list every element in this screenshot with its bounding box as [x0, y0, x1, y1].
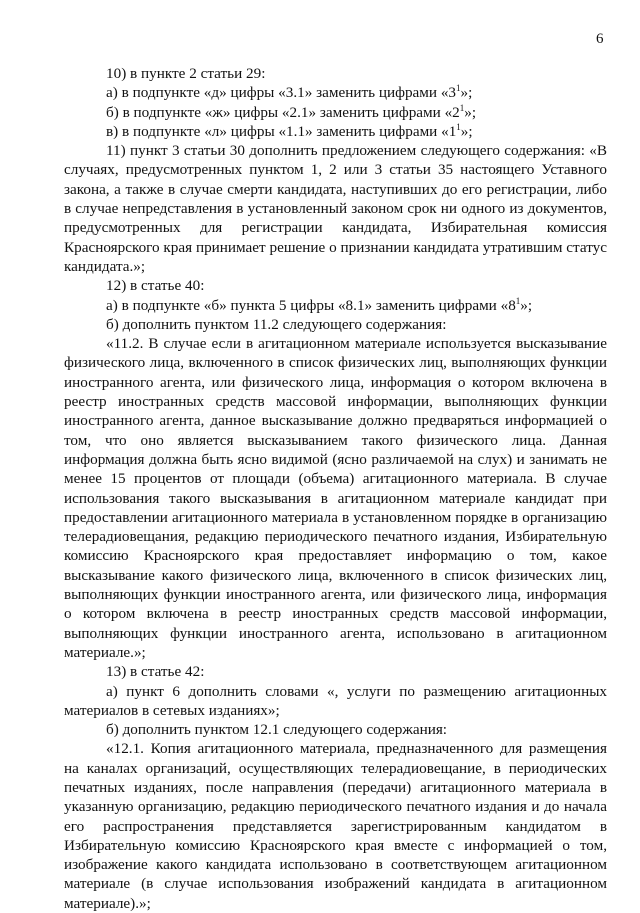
item-10-c: в) в подпункте «л» цифры «1.1» заменить цифрами «$1^1$»; — [106, 121, 473, 140]
item-10-b: б) в подпункте «ж» цифры «2.1» заменить цифрами «$2^1$»; — [106, 102, 477, 121]
item-13: 13) в статье 42: — [106, 663, 205, 681]
clause-12-1: «12.1. Копия агитационного материала, предназначенного для размещения на каналах организаций, осуществляющих телерадиовещание, в периодических печатных изданиях, после направления (передачи) агитационного материала в указанную организацию, редакцию периодического печатного издания и до начала его распространения представляется зарегистрированным кандидатом в Избирательную комиссию Красноярского края вместе с информацией о том, изображение какого кандидата использовано в соответствующем агитационном материале (в случае использования изображений кандидата в агитационном материале).»; — [64, 740, 607, 912]
item-13-b: б) дополнить пунктом 12.1 следующего содержания: — [106, 721, 448, 739]
item-10-a: а) в подпункте «д» цифры «3.1» заменить цифрами «$3^1$»; — [106, 83, 473, 102]
item-12-b: б) дополнить пунктом 11.2 следующего содержания: — [106, 315, 447, 333]
item-12-a: а) в подпункте «б» пункта 5 цифры «8.1» заменить цифрами «$8^1$»; — [106, 295, 533, 314]
item-12: 12) в статье 40: — [106, 277, 205, 295]
item-13-a: а) пункт 6 дополнить словами «, услуги по размещению агитационных материалов в сетевых изданиях»; — [64, 682, 607, 719]
clause-11-2: «11.2. В случае если в агитационном материале используется высказывание физического лица, включенного в список физических лиц, выполняющих функции иностранного агента, или физического лица, информация о котором включена в реестр иностранных средств массовой информации, выполняющих функции иностранного агента, данное высказывание должно предваряться информацией о том, что оно является высказыванием такого физического лица. Данная информация должна быть ясно видимой (ясно различаемой на слух) и занимать не менее 15 процентов от площади (объема) агитационного материала. В случае использования такого высказывания в агитационном материале кандидат при предоставлении агитационного материала в установленном порядке в организацию телерадиовещания, редакцию периодического печатного издания, Избирательную комиссию Красноярского края предоставляет информацию о том, какое высказывание какого физического лица, включенного в список физических лиц, выполняющих функции иностранного агента, или физического лица, информация о котором включена в реестр иностранных средств массовой информации, выполняющих функции иностранного агента, использовано в агитационном материале.»; — [64, 335, 607, 661]
item-10: 10) в пункте 2 статьи 29: — [106, 65, 266, 82]
item-11: 11) пункт 3 статьи 30 дополнить предложением следующего содержания: «В случаях, предусмотренных пунктом 1, 2 или 3 статьи 35 настоящего Уставного закона, а также в случае смерти кандидата, наступивших до его регистрации, либо в случае непредставления в установленный законом срок ни одного из документов, предусмотренных для регистрации кандидата, Избирательная комиссия Красноярского края принимает решение о признании кандидата утратившим статус кандидата.»; — [64, 142, 607, 275]
page-number: 6 — [596, 31, 604, 47]
document-body — [64, 64, 607, 913]
